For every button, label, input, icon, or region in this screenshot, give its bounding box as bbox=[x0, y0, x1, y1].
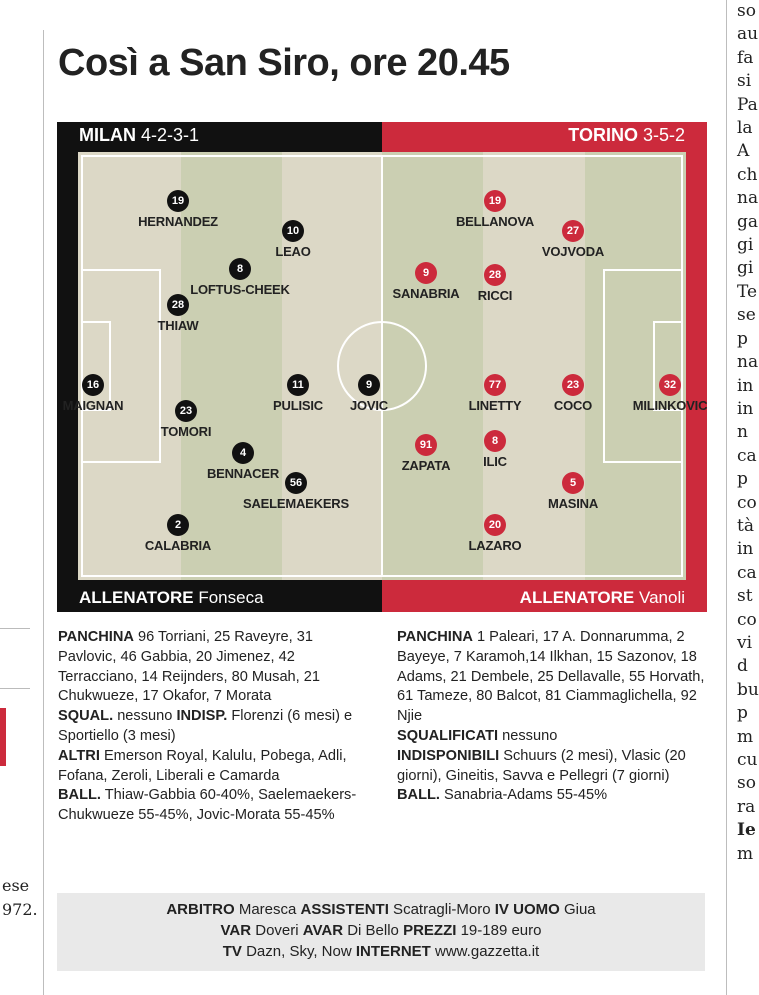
assistenti: Scatragli-Moro bbox=[388, 901, 495, 918]
torino-info bbox=[397, 628, 705, 806]
torino-formation: 3-5-2 bbox=[642, 125, 685, 145]
milan-player bbox=[223, 220, 363, 259]
player-name: SAELEMAEKERS bbox=[243, 496, 349, 511]
milan-player bbox=[108, 514, 248, 553]
right-fragment-line: fa bbox=[737, 47, 754, 68]
right-fragment-line: cu bbox=[737, 750, 758, 770]
player-name: BENNACER bbox=[206, 466, 280, 481]
right-fragment-line: n bbox=[737, 422, 748, 443]
milan-header bbox=[79, 125, 199, 146]
right-fragment-line: Te bbox=[737, 281, 758, 302]
avar-label: AVAR bbox=[302, 922, 344, 939]
right-fragment-line: Ie bbox=[737, 820, 756, 841]
right-fragment-line: m bbox=[737, 726, 754, 747]
player-number: 19 bbox=[484, 190, 506, 212]
right-fragment-line: in bbox=[737, 539, 754, 560]
right-fragment-line: si bbox=[737, 71, 752, 92]
player-number: 11 bbox=[287, 374, 309, 396]
right-fragment-line: ra bbox=[737, 796, 756, 817]
arbitro-label: ARBITRO bbox=[166, 901, 235, 918]
player-name: MASINA bbox=[547, 496, 599, 511]
right-fragment-line: au bbox=[737, 24, 759, 45]
player-number: 28 bbox=[167, 294, 189, 316]
right-fragment-line: so bbox=[737, 773, 756, 794]
right-fragment-line: Pa bbox=[737, 94, 758, 115]
milan-player bbox=[299, 374, 439, 413]
player-name: RICCI bbox=[477, 288, 513, 303]
player-name: ILIC bbox=[483, 454, 507, 469]
torino-player bbox=[600, 374, 740, 413]
player-number: 19 bbox=[167, 190, 189, 212]
right-column-rule bbox=[726, 0, 727, 995]
right-fragment-line: la bbox=[737, 118, 753, 139]
right-fragment-line: na bbox=[737, 188, 759, 209]
torino-squal: nessuno bbox=[498, 727, 558, 744]
milan-squal-label: SQUAL. bbox=[58, 708, 114, 725]
player-number: 20 bbox=[484, 514, 506, 536]
lineup-graphic bbox=[57, 122, 707, 612]
player-number: 8 bbox=[484, 430, 506, 452]
right-fragment-line: tà bbox=[737, 515, 754, 536]
right-fragment-line: se bbox=[737, 305, 756, 326]
player-number: 23 bbox=[175, 400, 197, 422]
milan-formation: 4-2-3-1 bbox=[141, 125, 200, 145]
torino-player bbox=[503, 220, 643, 259]
tv-label: TV bbox=[222, 943, 242, 960]
milan-altri-label: ALTRI bbox=[58, 747, 100, 764]
player-number: 77 bbox=[484, 374, 506, 396]
player-number: 8 bbox=[229, 258, 251, 280]
player-number: 27 bbox=[562, 220, 584, 242]
var-label: VAR bbox=[220, 922, 252, 939]
right-fragment-line: gi bbox=[737, 235, 754, 256]
right-fragment-line: ca bbox=[737, 562, 757, 583]
torino-header bbox=[568, 125, 685, 146]
right-fragment-line: p bbox=[737, 328, 748, 349]
pitch bbox=[62, 152, 708, 580]
player-name: THIAW bbox=[157, 318, 199, 333]
milan-ball-label: BALL. bbox=[58, 787, 101, 804]
milan-coach-name: Fonseca bbox=[198, 588, 264, 607]
player-number: 9 bbox=[358, 374, 380, 396]
player-name: BELLANOVA bbox=[455, 214, 535, 229]
right-fragment-line: bu bbox=[737, 679, 759, 700]
tv: Dazn, Sky, Now bbox=[241, 943, 356, 960]
right-fragment-line: co bbox=[737, 609, 757, 630]
prezzi: 19-189 euro bbox=[456, 922, 542, 939]
milan-ball: Thiaw-Gabbia 60-40%, Saelemaekers-Chukwueze 55-45%, Jovic-Morata 55-45% bbox=[58, 787, 357, 824]
milan-panchina-label: PANCHINA bbox=[58, 629, 134, 645]
milan-indisp: Florenzi (6 mesi) e Sportiello (3 mesi) bbox=[58, 708, 353, 744]
player-number: 2 bbox=[167, 514, 189, 536]
right-fragment-line: m bbox=[737, 843, 754, 864]
torino-panchina: 1 Paleari, 17 A. Donnarumma, 2 Bayeye, 7 Karamoh,14 Ilkhan, 15 Sazonov, 18 Adams, 21 Dembele, 25 Dellavalle, 55 Horvath, 61 Tameze, 80 Balcot, 81 Ciammaglichella, 92 Njie bbox=[397, 629, 705, 725]
torino-player bbox=[425, 264, 565, 303]
torino-indisp: Schuurs (2 mesi), Vlasic (20 giorni), Gineitis, Savva e Pellegri (7 giorni) bbox=[397, 747, 686, 784]
player-name: VOJVODA bbox=[541, 244, 605, 259]
page-title: Così a San Siro, ore 20.45 bbox=[58, 42, 510, 84]
left-fragment-line: ese bbox=[2, 876, 30, 895]
milan-player bbox=[108, 294, 248, 333]
player-name: LINETTY bbox=[468, 398, 522, 413]
var: Doveri bbox=[251, 922, 303, 939]
milan-player bbox=[116, 400, 256, 439]
player-name: ZAPATA bbox=[401, 458, 451, 473]
right-fragment-line: so bbox=[737, 1, 756, 21]
milan-altri: Emerson Royal, Kalulu, Pobega, Adli, Fofana, Zeroli, Liberali e Camarda bbox=[58, 747, 347, 784]
torino-coach-name: Vanoli bbox=[639, 588, 685, 607]
left-column-fragment bbox=[0, 0, 44, 995]
player-number: 9 bbox=[415, 262, 437, 284]
player-number: 23 bbox=[562, 374, 584, 396]
player-number: 32 bbox=[659, 374, 681, 396]
right-column-fragment bbox=[737, 0, 759, 995]
milan-coach-label: ALLENATORE bbox=[79, 588, 194, 607]
player-name: MAIGNAN bbox=[62, 398, 124, 413]
torino-player bbox=[503, 472, 643, 511]
torino-squal-label: SQUALIFICATI bbox=[397, 727, 499, 744]
match-officials-box bbox=[57, 893, 705, 971]
torino-indisp-label: INDISPONIBILI bbox=[397, 747, 500, 764]
quarto-uomo-label: IV UOMO bbox=[494, 901, 560, 918]
right-fragment-line: vi bbox=[737, 632, 753, 653]
torino-player bbox=[425, 430, 565, 469]
player-number: 91 bbox=[415, 434, 437, 456]
quarto-uomo: Giua bbox=[559, 901, 596, 918]
milan-team-name: MILAN bbox=[79, 125, 136, 145]
player-name: SANABRIA bbox=[392, 286, 460, 301]
left-fragment-line: 972. bbox=[2, 900, 38, 919]
milan-squal: nessuno bbox=[113, 708, 177, 725]
avar: Di Bello bbox=[343, 922, 404, 939]
torino-ball-label: BALL. bbox=[397, 787, 440, 804]
internet: www.gazzetta.it bbox=[430, 943, 540, 960]
player-name: PULISIC bbox=[273, 398, 323, 413]
right-fragment-line: p bbox=[737, 469, 748, 490]
right-fragment-line: A bbox=[737, 141, 750, 162]
player-name: LAZARO bbox=[468, 538, 522, 553]
right-fragment-line: co bbox=[737, 492, 757, 513]
torino-team-name: TORINO bbox=[568, 125, 638, 145]
player-number: 10 bbox=[282, 220, 304, 242]
milan-player bbox=[170, 258, 310, 297]
right-fragment-line: ca bbox=[737, 445, 757, 466]
right-fragment-line: p bbox=[737, 703, 748, 724]
right-fragment-line: na bbox=[737, 352, 759, 373]
player-name: MILINKOVIC bbox=[632, 398, 708, 413]
player-name: CALABRIA bbox=[144, 538, 212, 553]
right-fragment-line: d bbox=[737, 656, 748, 677]
milan-coach bbox=[79, 588, 264, 608]
milan-panchina: 96 Torriani, 25 Raveyre, 31 Pavlovic, 46 Gabbia, 20 Jimenez, 42 Terracciano, 14 Reijnders, 80 Musah, 21 Chukwueze, 17 Okafor, 7 Morata bbox=[58, 629, 321, 705]
internet-label: INTERNET bbox=[355, 943, 431, 960]
prezzi-label: PREZZI bbox=[403, 922, 457, 939]
arbitro: Maresca bbox=[234, 901, 301, 918]
torino-panchina-label: PANCHINA bbox=[397, 629, 473, 645]
torino-ball: Sanabria-Adams 55-45% bbox=[439, 787, 608, 804]
milan-indisp-label: INDISP. bbox=[176, 708, 228, 725]
player-number: 4 bbox=[232, 442, 254, 464]
right-fragment-line: st bbox=[737, 586, 753, 607]
player-name: LOFTUS-CHEEK bbox=[190, 282, 290, 297]
player-number: 5 bbox=[562, 472, 584, 494]
torino-coach bbox=[520, 588, 685, 608]
milan-player bbox=[226, 472, 366, 511]
right-fragment-line: ch bbox=[737, 164, 758, 185]
player-number: 28 bbox=[484, 264, 506, 286]
player-number: 16 bbox=[82, 374, 104, 396]
milan-info bbox=[58, 628, 372, 826]
right-fragment-line: gi bbox=[737, 258, 754, 279]
right-fragment-line: ga bbox=[737, 211, 759, 232]
torino-player bbox=[425, 514, 565, 553]
player-name: JOVIC bbox=[349, 398, 388, 413]
assistenti-label: ASSISTENTI bbox=[300, 901, 389, 918]
torino-coach-label: ALLENATORE bbox=[519, 588, 635, 607]
right-fragment-line: in bbox=[737, 375, 754, 396]
player-name: LEAO bbox=[275, 244, 311, 259]
player-number: 56 bbox=[285, 472, 307, 494]
player-name: TOMORI bbox=[160, 424, 212, 439]
player-name: HERNANDEZ bbox=[138, 214, 218, 229]
right-fragment-line: in bbox=[737, 398, 754, 419]
player-name: COCO bbox=[553, 398, 593, 413]
